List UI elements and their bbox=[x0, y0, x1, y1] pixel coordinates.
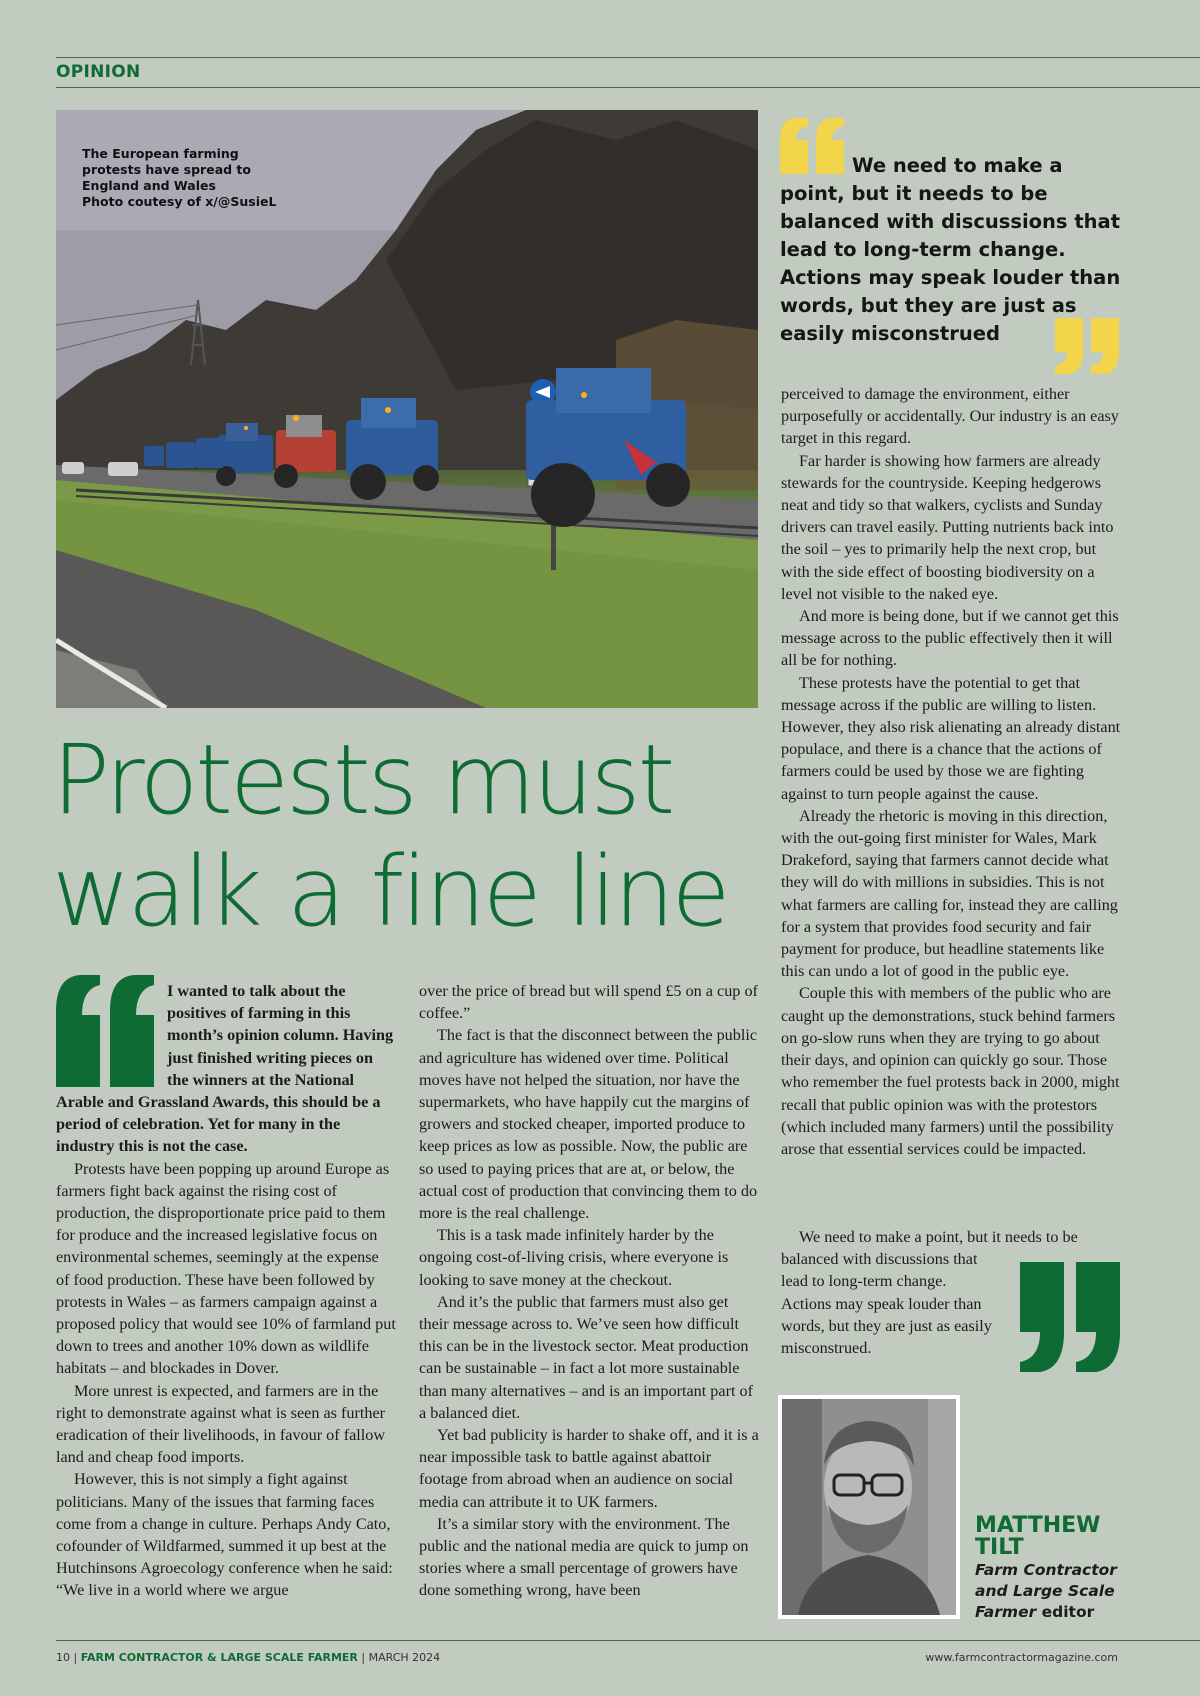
author-name bbox=[975, 1515, 1100, 1559]
closing-line: balanced with discussions that bbox=[781, 1250, 978, 1269]
close-quote-yellow-icon bbox=[1055, 318, 1123, 374]
closing-line: Actions may speak louder than bbox=[781, 1294, 982, 1313]
body-paragraph: More unrest is expected, and farmers are in the right to demonstrate against what is seen as further eradication of their livelihoods, in favour of fallow land and cheap food imports. bbox=[56, 1381, 386, 1467]
photo-caption bbox=[82, 146, 282, 210]
body-paragraph: Couple this with members of the public who are caught up the demonstrations, stuck behind farmers on go-slow runs when they are trying to go about their days, and opinion can quickly go sour. Those who remember the fuel protests back in 2000, might recall that public opinion was with the protestors (which included many farmers) until the possibility arose that essential services could be impacted. bbox=[781, 984, 1120, 1158]
body-paragraph: The fact is that the disconnect between the public and agriculture has widened over time. Political moves have not helped the situation, nor have the supermarkets, who have happily cut the margins of growers and stocked cheaper, imported produce to keep prices as low as possible. Now, the public are so used to paying prices that are at, or below, the actual cost of production that convincing them to do more is the real challenge. bbox=[419, 1026, 758, 1223]
lead-float-spacer bbox=[56, 980, 167, 1090]
close-quote-green-icon bbox=[1020, 1262, 1122, 1372]
caption-line: The European farming bbox=[82, 146, 239, 161]
footer-separator: | bbox=[357, 1651, 369, 1664]
footer-separator: | bbox=[70, 1651, 81, 1664]
caption-line: England and Wales bbox=[82, 178, 216, 193]
closing-line: lead to long-term change. bbox=[781, 1272, 947, 1291]
footer-url: www.farmcontractormagazine.com bbox=[925, 1651, 1118, 1664]
article-column-1 bbox=[56, 980, 396, 1602]
top-rule bbox=[56, 57, 1200, 58]
footer-folio bbox=[56, 1651, 440, 1664]
section-label: OPINION bbox=[56, 62, 141, 82]
body-paragraph: Already the rhetoric is moving in this direction, with the out-going first minister for Wales, Mark Drakeford, saying that farmers cannot decide what they will do with millions in subsidies. This is not what farmers are calling for, instead they are calling for a system that provides food security and fair payment for produce, but headline statements like this can undo a lot of good in the public eye. bbox=[781, 806, 1118, 981]
caption-line: Photo coutesy of x/@SusieL bbox=[82, 194, 277, 209]
headline-line-2: walk a fine line bbox=[52, 836, 728, 948]
article-headline bbox=[52, 724, 728, 948]
author-role bbox=[975, 1560, 1135, 1623]
body-paragraph: perceived to damage the environment, either purposefully or accidentally. Our industry is an easy target in this regard. bbox=[781, 385, 1119, 448]
headline-line-1: Protests must bbox=[52, 724, 673, 836]
caption-line: protests have spread to bbox=[82, 162, 252, 177]
article-column-2 bbox=[419, 980, 759, 1602]
closing-line: misconstrued. bbox=[781, 1339, 872, 1358]
publication-name: FARM CONTRACTOR & LARGE SCALE FARMER bbox=[80, 1651, 358, 1664]
author-last-name: TILT bbox=[975, 1535, 1024, 1560]
body-paragraph: And more is being done, but if we cannot get this message across to the public effectively then it will all be for nothing. bbox=[781, 607, 1119, 670]
body-paragraph: It’s a similar story with the environment. The public and the national media are quick to jump on stories where a small percentage of growers have done something wrong, have been bbox=[419, 1514, 749, 1600]
body-paragraph: Protests have been popping up around Europe as farmers fight back against the rising cost of production, the disproportionate price paid to them for produce and the increased legislative focus on environmental schemes, seemingly at the expense of food production. These have been followed by protests in Wales – as farmers campaign against a proposed policy that would see 10% of farmland put down to trees and another 10% down as wildlife habitats – and blockades in Dover. bbox=[56, 1159, 396, 1378]
issue-date: MARCH 2024 bbox=[368, 1651, 441, 1664]
body-paragraph: Yet bad publicity is harder to shake off, and it is a near impossible task to battle against abattoir footage from abroad when an audience on social media can attribute it to UK farmers. bbox=[419, 1426, 759, 1511]
section-rule bbox=[56, 87, 1200, 88]
author-first-name: MATTHEW bbox=[975, 1513, 1101, 1538]
tractor-protest-photo bbox=[56, 110, 758, 708]
article-column-3 bbox=[781, 383, 1124, 1160]
body-paragraph: Far harder is showing how farmers are already stewards for the countryside. Keeping hedgerows neat and tidy so that walkers, cyclists and Sunday drivers can travel easily. Putting nutrients back into the soil – yes to primarily help the next crop, but with the side effect of boosting biodiversity on a level not visible to the naked eye. bbox=[781, 451, 1114, 603]
author-role-title: editor bbox=[1041, 1603, 1095, 1621]
closing-line: words, but they are just as easily bbox=[781, 1316, 992, 1335]
footer-rule bbox=[56, 1640, 1200, 1641]
body-paragraph: These protests have the potential to get that message across if the public are willing to listen. However, they also risk alienating an already distant populace, and there is a chance that the actions of farmers could be used by those we are fighting against to turn people against the cause. bbox=[781, 673, 1121, 803]
body-paragraph: This is a task made infinitely harder by the ongoing cost-of-living crisis, where everyone is looking to save money at the checkout. bbox=[419, 1226, 729, 1289]
author-role-publication: Farm Contractor and Large Scale Farmer bbox=[975, 1561, 1117, 1621]
body-paragraph: over the price of bread but will spend £5 on a cup of coffee.” bbox=[419, 982, 758, 1023]
lead-paragraph: I wanted to talk about the positives of farming in this month’s opinion column. Having just finished writing pieces on the winners at the National Arable and Grassland Awards, this should be a period of celebration. Yet for many in the industry this is not the case. bbox=[56, 982, 394, 1156]
page-number: 10 bbox=[56, 1651, 70, 1664]
pull-quote-text: We need to make a point, but it needs to be balanced with discussions that lead to long-term change. Actions may speak louder than words, but they are just as easily misconstrued bbox=[780, 154, 1121, 345]
body-paragraph: However, this is not simply a fight against politicians. Many of the issues that farming faces come from a change in culture. Perhaps Andy Cato, cofounder of Wildfarmed, summed it up best at the Hutchinsons Agroecology conference when he said: “We live in a world where we argue bbox=[56, 1470, 393, 1600]
closing-line: We need to make a point, but it needs to be bbox=[799, 1228, 1078, 1246]
author-photo bbox=[778, 1395, 960, 1619]
author-portrait bbox=[778, 1395, 960, 1619]
body-paragraph: And it’s the public that farmers must also get their message across to. We’ve seen how difficult this can be in the livestock sector. Meat production can be sustainable – in fact a lot more sustainable than many alternatives – and is an important part of a balanced diet. bbox=[419, 1292, 753, 1422]
